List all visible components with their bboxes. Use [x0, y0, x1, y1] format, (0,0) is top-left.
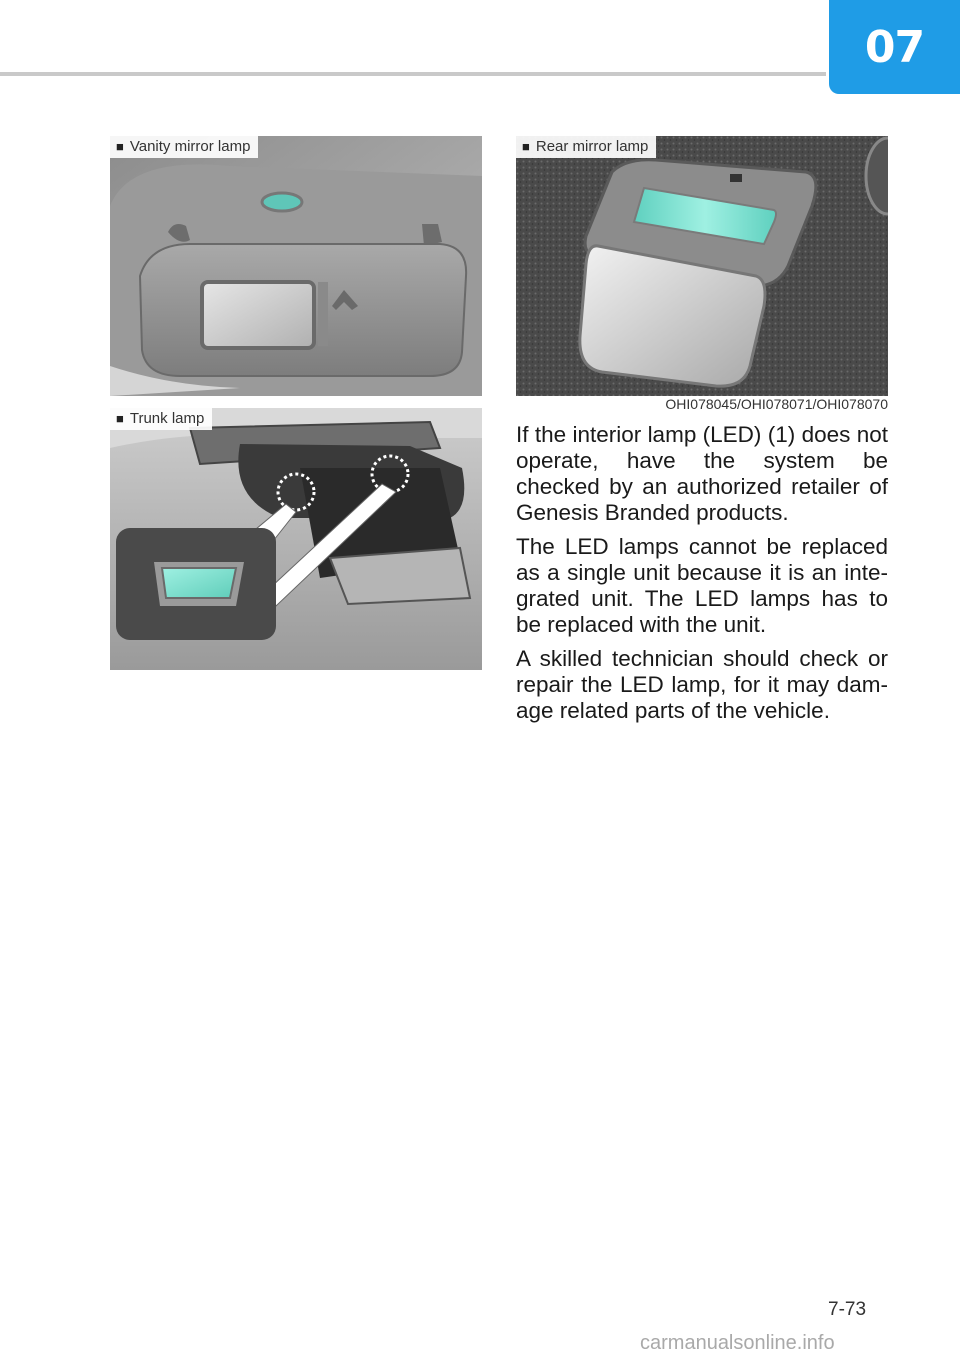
image-code: OHI078045/OHI078071/OHI078070 [665, 396, 888, 412]
caption-bullet: ■ [116, 139, 124, 154]
caption-text: Vanity mirror lamp [129, 138, 251, 155]
trunk-lamp-figure [110, 408, 482, 670]
rear-mirror-illustration [516, 136, 888, 396]
vanity-mirror-lamp-figure [110, 136, 482, 396]
caption-text: Trunk lamp [129, 410, 205, 427]
caption-bullet: ■ [522, 139, 530, 154]
page-number: 7-73 [828, 1299, 867, 1320]
vanity-mirror-illustration [110, 136, 482, 396]
trunk-lamp-caption [110, 408, 212, 430]
watermark: carmanualsonline.info [640, 1332, 835, 1354]
chapter-number: 07 [864, 21, 925, 73]
chapter-tab [829, 0, 960, 94]
body-text [516, 422, 888, 732]
rear-mirror-caption [516, 136, 656, 158]
rear-mirror-lamp-figure [516, 136, 888, 396]
caption-text: Rear mirror lamp [535, 138, 649, 155]
paragraph: A skilled technician should check or repair the LED lamp, for it may dam-age related parts of the vehicle. [516, 646, 888, 723]
paragraph: If the interior lamp (LED) (1) does not operate, have the system be checked by an authorized retailer of Genesis Branded products. [516, 422, 888, 525]
caption-bullet: ■ [116, 411, 124, 426]
paragraph: The LED lamps cannot be replaced as a single unit because it is an inte-grated unit. The LED lamps has to be replaced with the unit. [516, 534, 888, 637]
header-rule [0, 72, 826, 76]
vanity-mirror-caption [110, 136, 258, 158]
trunk-illustration [110, 408, 482, 670]
